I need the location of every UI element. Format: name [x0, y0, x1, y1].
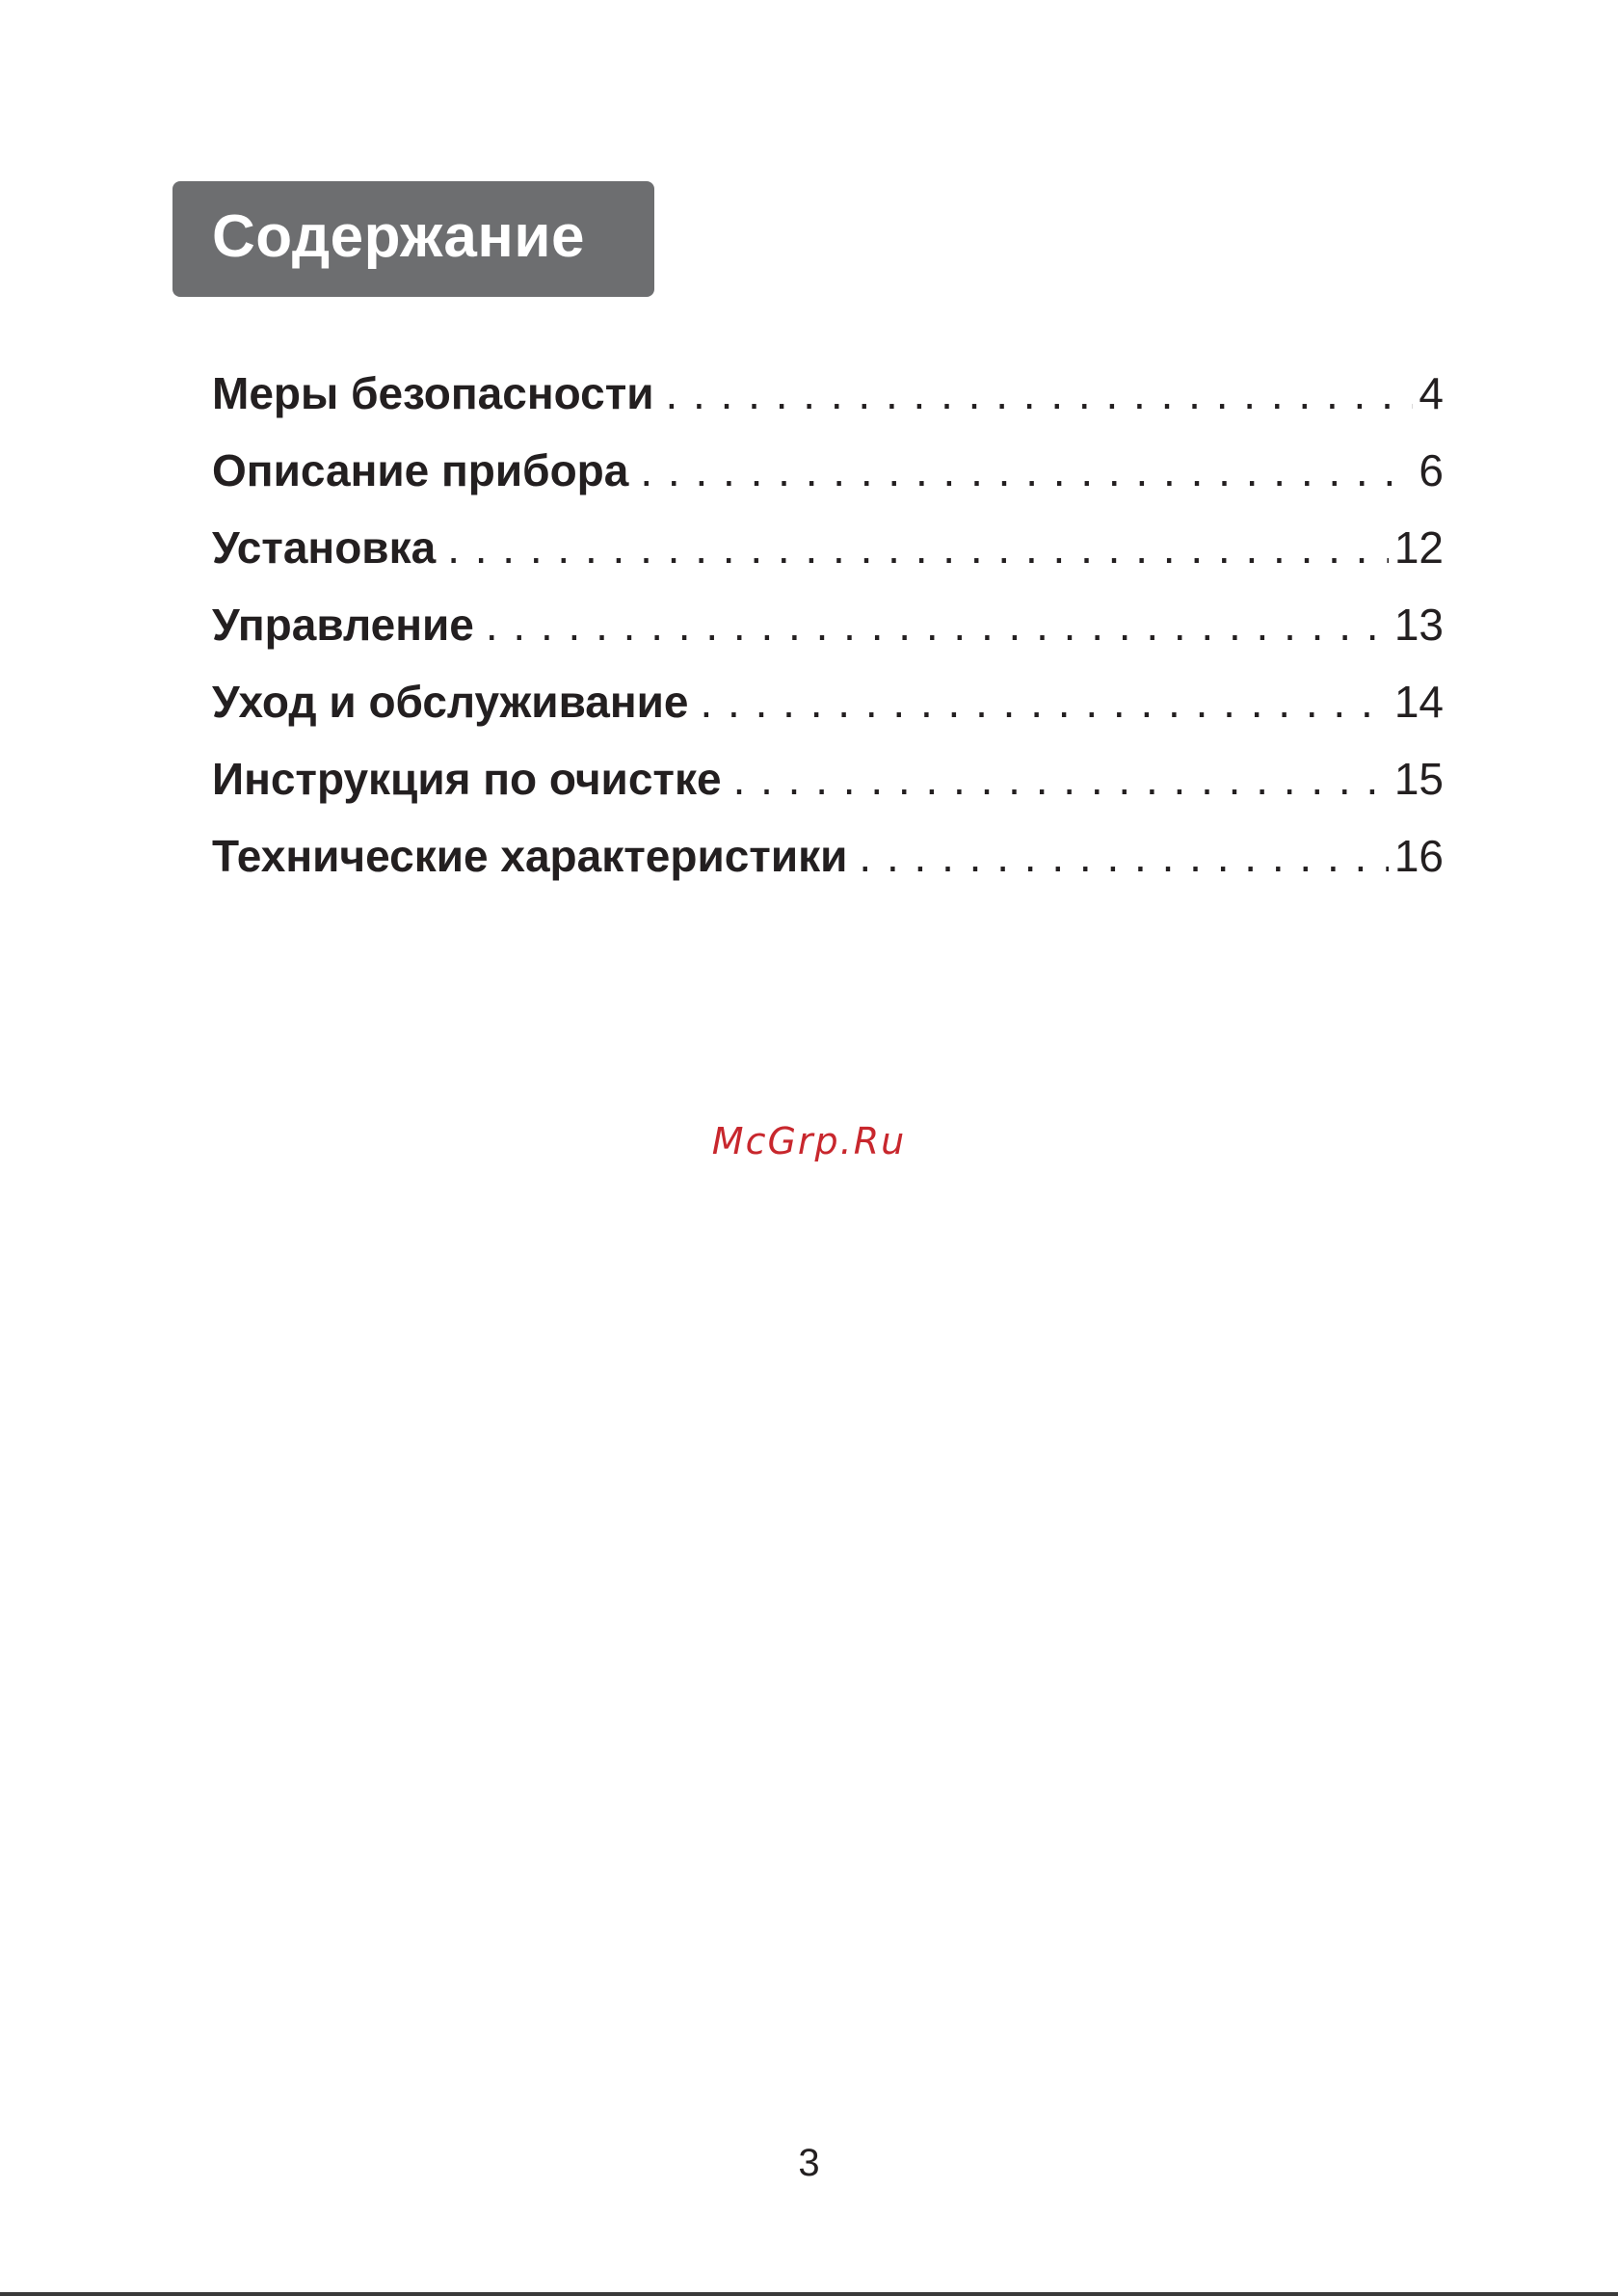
toc-entry-label: Описание прибора	[212, 445, 629, 495]
toc-dot-leader	[700, 663, 1388, 740]
toc-entry-page: 13	[1393, 600, 1444, 650]
toc-entry-page: 16	[1393, 831, 1444, 881]
bottom-divider	[0, 2292, 1618, 2296]
toc-entry-label: Инструкция по очистке	[212, 754, 722, 804]
toc-entry-label: Управление	[212, 600, 474, 650]
toc-dot-leader	[486, 586, 1389, 663]
toc-entry[interactable]	[212, 509, 1444, 586]
toc-entry-page: 4	[1419, 368, 1444, 418]
page-number: 3	[798, 2142, 820, 2184]
toc-entry[interactable]	[212, 663, 1444, 740]
toc-dot-leader	[640, 432, 1413, 509]
page-title: Содержание	[212, 203, 585, 270]
watermark: McGrp.Ru	[711, 1120, 907, 1162]
toc-entry[interactable]	[212, 740, 1444, 817]
toc-dot-leader	[859, 817, 1388, 894]
toc-entry-label: Установка	[212, 522, 437, 573]
toc-dot-leader	[447, 509, 1389, 586]
toc-entry[interactable]	[212, 817, 1444, 894]
toc-entry-page: 12	[1393, 522, 1444, 573]
toc-title-banner	[172, 181, 654, 297]
toc-dot-leader	[666, 355, 1414, 432]
toc-entry-label: Меры безопасности	[212, 368, 654, 418]
toc-entry[interactable]	[212, 586, 1444, 663]
toc-entry[interactable]	[212, 432, 1444, 509]
toc-entry-label: Технические характеристики	[212, 831, 848, 881]
toc-entry-page: 14	[1393, 677, 1444, 727]
toc-entry-page: 6	[1419, 445, 1444, 495]
toc-dot-leader	[733, 740, 1389, 817]
toc-entry-label: Уход и обслуживание	[212, 677, 689, 727]
toc-entry[interactable]	[212, 355, 1444, 432]
table-of-contents	[212, 355, 1444, 894]
toc-entry-page: 15	[1393, 754, 1444, 804]
